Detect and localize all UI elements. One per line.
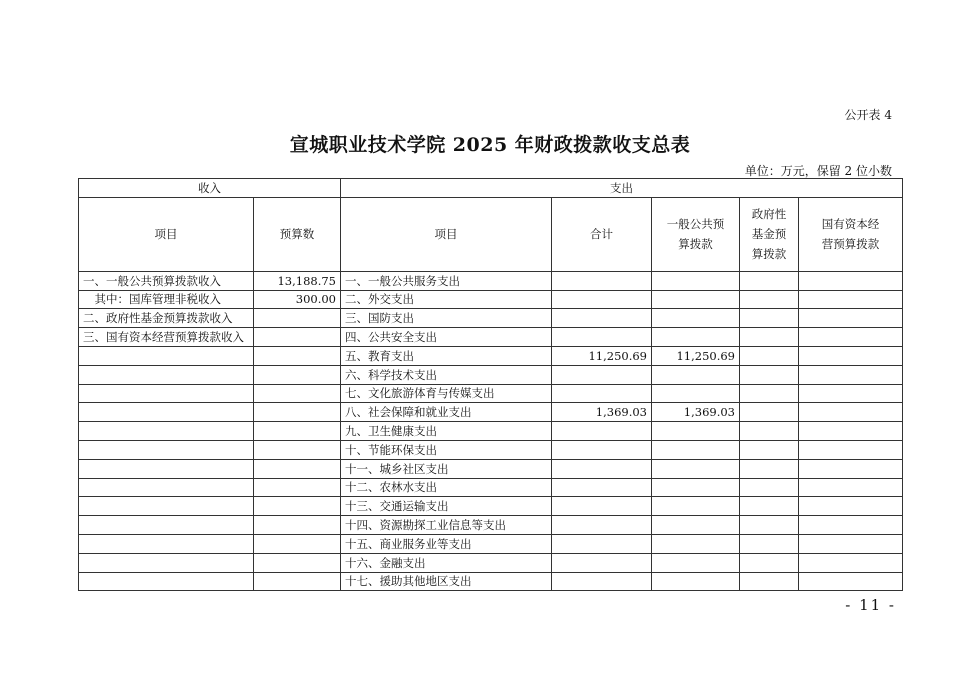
table-row <box>79 365 903 384</box>
general-public-cell: 1,369.03 <box>652 403 740 422</box>
income-budget-cell <box>254 553 341 572</box>
state-capital-cell <box>799 440 903 459</box>
state-capital-cell <box>799 422 903 441</box>
general-public-cell <box>652 271 740 290</box>
income-item-cell <box>79 422 254 441</box>
state-capital-cell <box>799 271 903 290</box>
income-header: 收入 <box>79 179 341 198</box>
income-budget-cell <box>254 478 341 497</box>
income-budget-cell: 300.00 <box>254 290 341 309</box>
total-cell <box>552 440 652 459</box>
table-row <box>79 403 903 422</box>
expense-item-cell: 十、节能环保支出 <box>341 440 552 459</box>
income-budget-cell <box>254 440 341 459</box>
gov-fund-cell <box>740 422 799 441</box>
income-budget-cell <box>254 497 341 516</box>
general-public-cell <box>652 534 740 553</box>
total-cell: 11,250.69 <box>552 346 652 365</box>
table-row <box>79 384 903 403</box>
total-cell <box>552 497 652 516</box>
income-item-cell <box>79 403 254 422</box>
state-capital-header: 国有资本经营预算拨款 <box>799 197 903 271</box>
budget-table <box>78 178 903 591</box>
state-capital-cell <box>799 403 903 422</box>
gov-fund-cell <box>740 572 799 591</box>
general-public-cell <box>652 572 740 591</box>
total-cell <box>552 572 652 591</box>
total-header: 合计 <box>552 197 652 271</box>
total-cell <box>552 516 652 535</box>
gov-fund-cell <box>740 534 799 553</box>
total-cell <box>552 422 652 441</box>
doc-code: 公开表 4 <box>844 108 892 122</box>
state-capital-cell <box>799 365 903 384</box>
income-item-cell <box>79 534 254 553</box>
expense-item-header: 项目 <box>341 197 552 271</box>
general-public-cell <box>652 516 740 535</box>
income-budget-cell <box>254 422 341 441</box>
general-public-cell <box>652 328 740 347</box>
gov-fund-cell <box>740 553 799 572</box>
state-capital-cell <box>799 572 903 591</box>
income-budget-cell <box>254 346 341 365</box>
expense-header: 支出 <box>341 179 903 198</box>
general-public-cell <box>652 459 740 478</box>
income-item-cell <box>79 478 254 497</box>
income-budget-cell <box>254 459 341 478</box>
gov-fund-cell <box>740 384 799 403</box>
income-budget-cell <box>254 516 341 535</box>
state-capital-cell <box>799 534 903 553</box>
table-row <box>79 534 903 553</box>
gov-fund-cell <box>740 328 799 347</box>
table-row <box>79 516 903 535</box>
gov-fund-header: 政府性基金预算拨款 <box>740 197 799 271</box>
state-capital-cell <box>799 553 903 572</box>
general-public-header: 一般公共预算拨款 <box>652 197 740 271</box>
general-public-cell <box>652 553 740 572</box>
income-budget-cell <box>254 403 341 422</box>
expense-item-cell: 十一、城乡社区支出 <box>341 459 552 478</box>
state-capital-cell <box>799 459 903 478</box>
gov-fund-cell <box>740 478 799 497</box>
expense-item-cell: 十五、商业服务业等支出 <box>341 534 552 553</box>
general-public-cell <box>652 422 740 441</box>
expense-item-cell: 十二、农林水支出 <box>341 478 552 497</box>
table-row <box>79 553 903 572</box>
income-item-cell <box>79 572 254 591</box>
total-cell <box>552 328 652 347</box>
total-cell <box>552 459 652 478</box>
page-title: 宣城职业技术学院 2025 年财政拨款收支总表 <box>289 134 691 156</box>
income-item-cell <box>79 384 254 403</box>
income-item-cell <box>79 346 254 365</box>
general-public-cell <box>652 365 740 384</box>
page-number: - 11 - <box>845 596 896 614</box>
income-item-cell: 其中：国库管理非税收入 <box>79 290 254 309</box>
income-budget-cell <box>254 572 341 591</box>
table-row <box>79 572 903 591</box>
table-row <box>79 328 903 347</box>
income-budget-cell: 13,188.75 <box>254 271 341 290</box>
income-item-cell: 三、国有资本经营预算拨款收入 <box>79 328 254 347</box>
expense-item-cell: 十六、金融支出 <box>341 553 552 572</box>
expense-item-cell: 三、国防支出 <box>341 309 552 328</box>
state-capital-cell <box>799 328 903 347</box>
total-cell: 1,369.03 <box>552 403 652 422</box>
table-row <box>79 346 903 365</box>
general-public-cell: 11,250.69 <box>652 346 740 365</box>
income-item-cell: 一、一般公共预算拨款收入 <box>79 271 254 290</box>
state-capital-cell <box>799 309 903 328</box>
table-row <box>79 459 903 478</box>
total-cell <box>552 271 652 290</box>
income-item-cell <box>79 440 254 459</box>
general-public-cell <box>652 309 740 328</box>
gov-fund-cell <box>740 516 799 535</box>
expense-item-cell: 七、文化旅游体育与传媒支出 <box>341 384 552 403</box>
income-budget-cell <box>254 534 341 553</box>
total-cell <box>552 290 652 309</box>
gov-fund-cell <box>740 403 799 422</box>
general-public-cell <box>652 384 740 403</box>
expense-item-cell: 二、外交支出 <box>341 290 552 309</box>
expense-item-cell: 八、社会保障和就业支出 <box>341 403 552 422</box>
general-public-cell <box>652 478 740 497</box>
income-item-header: 项目 <box>79 197 254 271</box>
income-item-cell <box>79 516 254 535</box>
gov-fund-cell <box>740 365 799 384</box>
state-capital-cell <box>799 516 903 535</box>
table-row <box>79 290 903 309</box>
state-capital-cell <box>799 290 903 309</box>
total-cell <box>552 365 652 384</box>
expense-item-cell: 六、科学技术支出 <box>341 365 552 384</box>
expense-item-cell: 九、卫生健康支出 <box>341 422 552 441</box>
gov-fund-cell <box>740 459 799 478</box>
income-budget-cell <box>254 365 341 384</box>
expense-item-cell: 十七、援助其他地区支出 <box>341 572 552 591</box>
income-item-cell <box>79 497 254 516</box>
expense-item-cell: 五、教育支出 <box>341 346 552 365</box>
state-capital-cell <box>799 497 903 516</box>
income-item-cell <box>79 553 254 572</box>
total-cell <box>552 384 652 403</box>
income-budget-cell <box>254 309 341 328</box>
total-cell <box>552 478 652 497</box>
total-cell <box>552 553 652 572</box>
income-budget-cell <box>254 384 341 403</box>
gov-fund-cell <box>740 346 799 365</box>
gov-fund-cell <box>740 309 799 328</box>
expense-item-cell: 一、一般公共服务支出 <box>341 271 552 290</box>
table-row <box>79 422 903 441</box>
state-capital-cell <box>799 346 903 365</box>
table-body <box>79 271 903 591</box>
income-item-cell <box>79 459 254 478</box>
gov-fund-cell <box>740 271 799 290</box>
income-budget-header: 预算数 <box>254 197 341 271</box>
expense-item-cell: 十四、资源勘探工业信息等支出 <box>341 516 552 535</box>
income-budget-cell <box>254 328 341 347</box>
state-capital-cell <box>799 384 903 403</box>
total-cell <box>552 309 652 328</box>
general-public-cell <box>652 290 740 309</box>
state-capital-cell <box>799 478 903 497</box>
table-row <box>79 440 903 459</box>
general-public-cell <box>652 440 740 459</box>
gov-fund-cell <box>740 290 799 309</box>
gov-fund-cell <box>740 440 799 459</box>
expense-item-cell: 十三、交通运输支出 <box>341 497 552 516</box>
table-row <box>79 478 903 497</box>
general-public-cell <box>652 497 740 516</box>
unit-note: 单位：万元，保留 2 位小数 <box>744 164 892 178</box>
gov-fund-cell <box>740 497 799 516</box>
table-row <box>79 309 903 328</box>
table-row <box>79 497 903 516</box>
table-row <box>79 271 903 290</box>
income-item-cell: 二、政府性基金预算拨款收入 <box>79 309 254 328</box>
expense-item-cell: 四、公共安全支出 <box>341 328 552 347</box>
total-cell <box>552 534 652 553</box>
income-item-cell <box>79 365 254 384</box>
